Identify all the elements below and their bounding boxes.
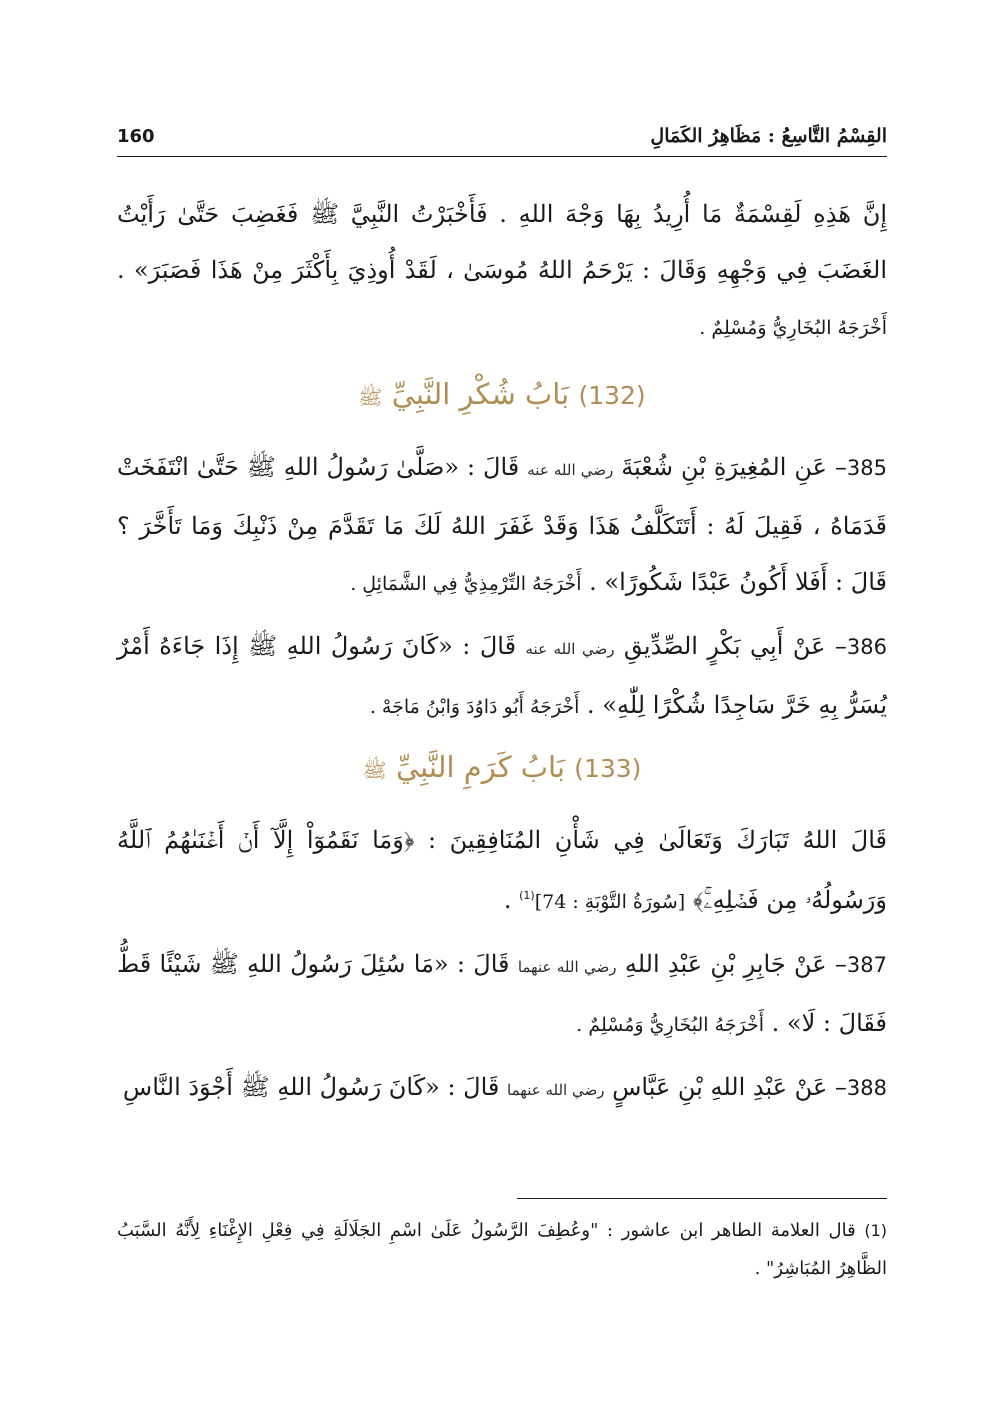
chapter-title: بَابُ شُكْرِ النَّبِيِّ — [391, 377, 570, 411]
footnote — [117, 1212, 887, 1288]
hadith-text: قَالَ : «مَا سُئِلَ رَسُولُ اللهِ ﷺ شَيْئًا قَطُّ فَقَالَ : لَا» . — [117, 950, 887, 1037]
page-body — [117, 186, 887, 1124]
hadith-narrator: – عَنْ أَبِي بَكْرٍ الصِّدِّيقِ — [623, 632, 847, 660]
page-number: 160 — [117, 125, 155, 147]
honorific-mark: رضي الله عنه — [525, 640, 615, 658]
hadith-source: أَخْرَجَهُ البُخَارِيُّ وَمُسْلِمٌ . — [699, 317, 887, 339]
hadith-narrator: – عَنْ عَبْدِ اللهِ بْنِ عَبَّاسٍ — [612, 1073, 847, 1101]
running-header — [117, 118, 887, 154]
hadith-number: 388 — [846, 1076, 887, 1100]
hadith-386 — [117, 618, 887, 735]
header-rule — [117, 156, 887, 157]
hadith-narrator: – عَنِ المُغِيرَةِ بْنِ شُعْبَةَ — [621, 453, 847, 481]
honorific-mark: ﷺ — [358, 385, 383, 409]
hadith-text: قَالَ : «كَانَ رَسُولُ اللهِ ﷺ أَجْوَدَ النَّاسِ — [122, 1073, 500, 1101]
hadith-text: قَالَ : «كَانَ رَسُولُ اللهِ ﷺ إِذَا جَاءَهُ أَمْرٌ يُسَرُّ بِهِ خَرَّ سَاجِدًا شُكْرًا لِلّٰهِ» . — [117, 632, 887, 719]
chapter-heading-132 — [117, 370, 887, 421]
honorific-mark: رضي الله عنهما — [507, 1081, 605, 1099]
hadith-number: 385 — [846, 456, 887, 480]
quran-citation: [سُورَةُ التَّوْبَةِ : 74] — [534, 891, 686, 913]
footnote-marker[interactable]: (1) — [519, 889, 535, 902]
hadith-source: أَخْرَجَهُ التِّرْمِذِيُّ فِي الشَّمَائِلِ . — [350, 573, 582, 595]
paragraph-continuation — [117, 186, 887, 356]
quran-verse: ﴿وَمَا نَقَمُوٓاْ إِلَّآ أَنۡ أَغۡنَىٰهُمُ ٱللَّهُ وَرَسُولُهُۥ مِن فَضۡلِهِۦۚ﴾ — [117, 826, 887, 914]
footnote-text: قال العلامة الطاهر ابن عاشور : "وعُطِفَ الرَّسُولُ عَلَىٰ اسْمِ الجَلَالَةِ فِي فِعْلِ الإِغْنَاءِ لِأَنَّهُ السَّبَبُ الظَّاهِرُ المُبَاشِرُ" . — [117, 1220, 887, 1279]
quran-intro: قَالَ اللهُ تَبَارَكَ وَتَعَالَىٰ فِي شَأْنِ المُنَافِقِينَ : — [428, 826, 887, 854]
section-title: القِسْمُ التَّاسِعُ : مَظَاهِرُ الكَمَالِ — [650, 125, 887, 147]
footnote-number: (1) — [864, 1221, 887, 1240]
honorific-mark: ﷺ — [362, 758, 387, 782]
chapter-title: بَابُ كَرَمِ النَّبِيِّ — [395, 750, 565, 784]
hadith-source: أَخْرَجَهُ أَبُو دَاوُدَ وَابْنُ مَاجَهْ . — [369, 696, 580, 718]
hadith-text: قَالَ : «صَلَّىٰ رَسُولُ اللهِ ﷺ حَتَّىٰ انْتَفَخَتْ قَدَمَاهُ ، فَقِيلَ لَهُ : أَتَتَكَلَّفُ هَذَا وَقَدْ غَفَرَ اللهُ لَكَ مَا تَقَدَّمَ مِنْ ذَنْبِكَ وَمَا تَأَخَّرَ ؟ قَالَ : أَفَلا أَكُونُ عَبْدًا شَكُورًا» . — [117, 453, 888, 596]
footnote-rule — [517, 1198, 887, 1199]
hadith-387 — [117, 936, 887, 1053]
chapter-heading-133 — [117, 743, 887, 794]
paragraph-text: إِنَّ هَذِهِ لَقِسْمَةٌ مَا أُرِيدُ بِهَا وَجْهَ اللهِ . فَأَخْبَرْتُ النَّبِيَّ ﷺ فَغَضِبَ حَتَّىٰ رَأَيْتُ الغَضَبَ فِي وَجْهِهِ وَقَالَ : يَرْحَمُ اللهُ مُوسَىٰ ، لَقَدْ أُوذِيَ بِأَكْثَرَ مِنْ هَذَا فَصَبَرَ» . — [117, 200, 887, 284]
hadith-388 — [117, 1059, 887, 1118]
hadith-number: 387 — [846, 953, 887, 977]
chapter-number: (133) — [574, 754, 642, 783]
hadith-narrator: – عَنْ جَابِرِ بْنِ عَبْدِ اللهِ — [624, 950, 847, 978]
honorific-mark: رضي الله عنهما — [517, 958, 617, 976]
chapter-number: (132) — [578, 381, 646, 410]
hadith-number: 386 — [846, 635, 887, 659]
hadith-source: أَخْرَجَهُ البُخَارِيُّ وَمُسْلِمٌ . — [576, 1014, 765, 1036]
quran-paragraph: قَالَ اللهُ تَبَارَكَ وَتَعَالَىٰ فِي شَأْنِ المُنَافِقِينَ : ﴿وَمَا نَقَمُوٓاْ إِلَّآ أَنۡ أَغۡنَىٰهُمُ ٱللَّهُ وَرَسُولُهُۥ مِن فَضۡلِهِۦۚ﴾ [سُورَةُ التَّوْبَةِ : 74]$^{(1)}$ . — [117, 826, 887, 914]
hadith-385 — [117, 439, 887, 612]
honorific-mark: رضي الله عنه — [527, 461, 614, 479]
